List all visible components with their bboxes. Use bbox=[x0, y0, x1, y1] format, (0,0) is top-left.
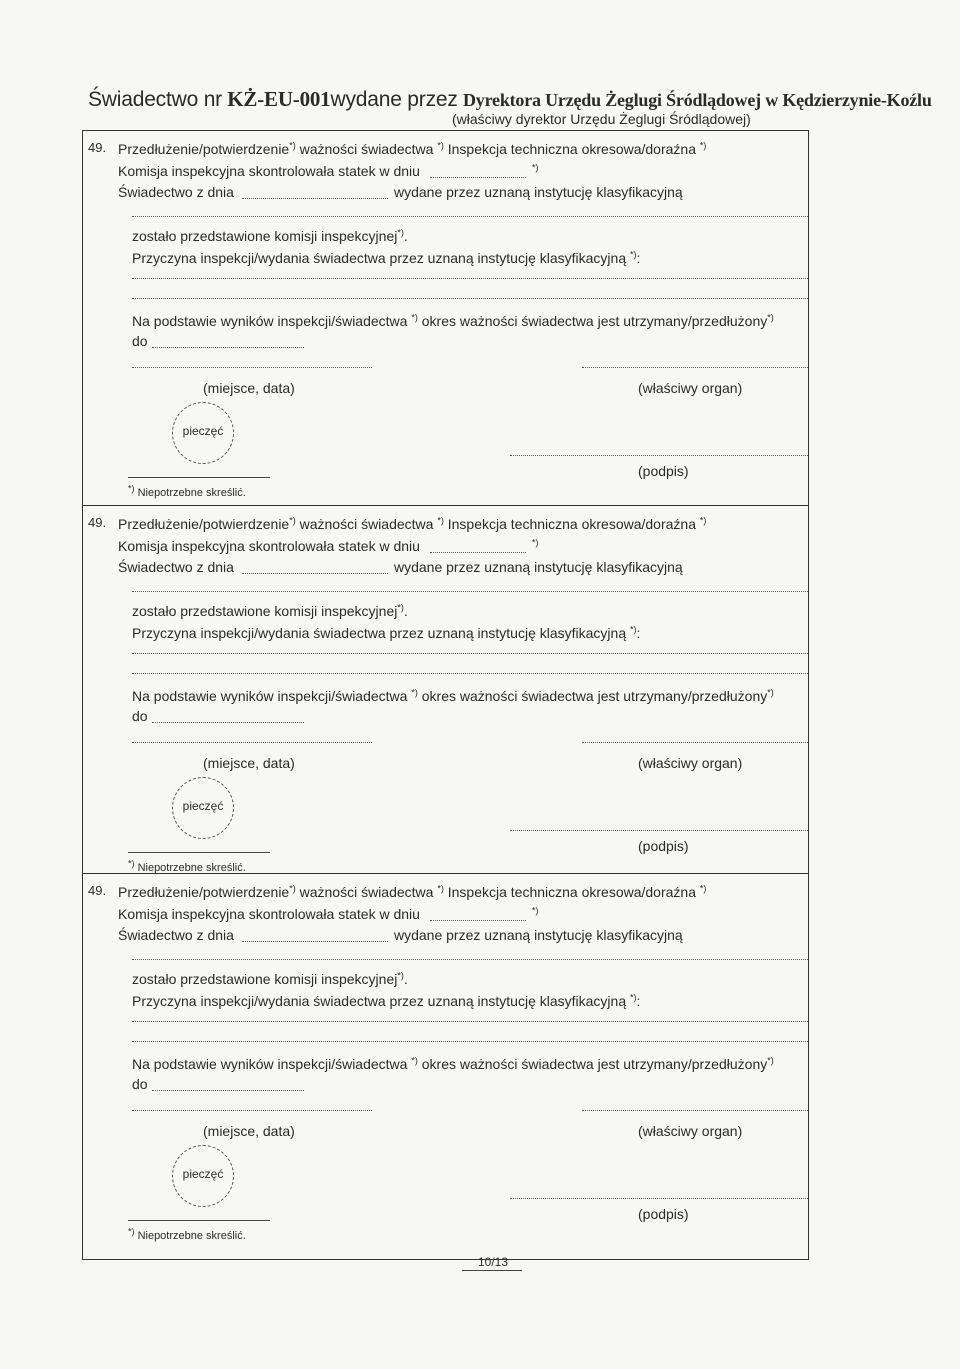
place-date-caption: (miejsce, data) bbox=[203, 755, 295, 771]
inspection-reason-label: Przyczyna inspekcji/wydania świadectwa przez uznaną instytucję klasyfikacyjną bbox=[132, 993, 627, 1009]
issuing-authority: Dyrektora Urzędu Żeglugi Śródlądowej w Kędzierzynie-Koźlu bbox=[462, 90, 932, 110]
authority-caption: (właściwy organ) bbox=[638, 755, 743, 771]
inspection-reason-field-2[interactable] bbox=[132, 298, 808, 299]
colon: : bbox=[636, 250, 641, 266]
until-label: do bbox=[132, 708, 148, 724]
signature-caption: (podpis) bbox=[638, 463, 689, 479]
footnote-text: Niepotrzebne skreślić. bbox=[137, 487, 246, 499]
colon: : bbox=[636, 993, 641, 1009]
renewal-section bbox=[82, 130, 809, 505]
certificate-date-label: Świadectwo z dnia bbox=[118, 559, 234, 575]
footnote-text: Niepotrzebne skreślić. bbox=[137, 862, 246, 874]
classification-society-label: wydane przez uznaną instytucję klasyfikacyjną bbox=[394, 927, 683, 943]
inspection-type-label: Inspekcja techniczna okresowa/doraźna bbox=[447, 884, 696, 900]
footnote-mark: *) bbox=[630, 249, 637, 260]
footnote-mark: *) bbox=[437, 515, 444, 526]
page-number-rule bbox=[462, 1270, 522, 1271]
presented-label: zostało przedstawione komisji inspekcyjnej bbox=[132, 603, 398, 619]
footnote-mark: *) bbox=[699, 883, 707, 894]
place-date-field[interactable] bbox=[132, 367, 372, 368]
validity-extension-label: okres ważności świadectwa jest utrzymany/przedłużony bbox=[421, 688, 768, 704]
inspection-date-field[interactable] bbox=[430, 552, 526, 553]
valid-until-field[interactable] bbox=[152, 722, 304, 723]
valid-until-field[interactable] bbox=[152, 1090, 304, 1091]
authority-caption: (właściwy organ) bbox=[638, 1123, 743, 1139]
certificate-date-line bbox=[118, 184, 234, 200]
period: . bbox=[403, 228, 408, 244]
renewal-line bbox=[118, 141, 706, 157]
signature-field[interactable] bbox=[510, 1198, 808, 1199]
inspection-date-line bbox=[118, 906, 420, 922]
footnote-mark: *) bbox=[767, 1055, 774, 1066]
footnote-mark: *) bbox=[532, 905, 539, 916]
page-number: 10/13 bbox=[478, 1255, 509, 1269]
footnote-mark: *) bbox=[699, 515, 707, 526]
inspection-reason-label: Przyczyna inspekcji/wydania świadectwa przez uznaną instytucję klasyfikacyjną bbox=[132, 250, 627, 266]
footnote-mark: *) bbox=[437, 883, 444, 894]
validity-label: ważności świadectwa bbox=[299, 516, 434, 532]
classification-society-field[interactable] bbox=[132, 959, 808, 960]
results-basis-label: Na podstawie wyników inspekcji/świadectwa bbox=[132, 1056, 408, 1072]
footnote-mark: *) bbox=[397, 227, 404, 238]
signature-field[interactable] bbox=[510, 455, 808, 456]
stamp-placeholder bbox=[172, 402, 234, 464]
footnote-mark: *) bbox=[630, 624, 637, 635]
presented-label: zostało przedstawione komisji inspekcyjnej bbox=[132, 971, 398, 987]
title-mid: wydane przez bbox=[330, 88, 458, 111]
footnote-mark: *) bbox=[532, 537, 539, 548]
inspection-reason-field-2[interactable] bbox=[132, 673, 808, 674]
renewal-section bbox=[82, 873, 809, 1260]
classification-society-field[interactable] bbox=[132, 591, 808, 592]
stamp-label: pieczęć bbox=[182, 424, 224, 438]
inspection-date-label: Komisja inspekcyjna skontrolowała statek w dniu bbox=[118, 906, 420, 922]
footnote-mark: *) bbox=[397, 970, 404, 981]
classification-society-field[interactable] bbox=[132, 216, 808, 217]
certificate-date-field[interactable] bbox=[242, 573, 388, 574]
until-label: do bbox=[132, 1076, 148, 1092]
section-number: 49. bbox=[88, 140, 107, 155]
renewal-label: Przedłużenie/potwierdzenie bbox=[118, 141, 290, 157]
authority-field[interactable] bbox=[582, 1110, 808, 1111]
section-number: 49. bbox=[88, 515, 107, 530]
footnote-rule bbox=[128, 1220, 270, 1221]
classification-society-label: wydane przez uznaną instytucję klasyfikacyjną bbox=[394, 184, 683, 200]
footnote-mark: *) bbox=[128, 858, 135, 869]
certificate-date-label: Świadectwo z dnia bbox=[118, 927, 234, 943]
inspection-reason-field[interactable] bbox=[132, 1021, 808, 1022]
footnote-mark: *) bbox=[397, 602, 404, 613]
footnote-rule bbox=[128, 477, 270, 478]
inspection-date-line bbox=[118, 538, 420, 554]
footnote-mark: *) bbox=[699, 140, 707, 151]
certificate-date-line bbox=[118, 927, 234, 943]
stamp-label: pieczęć bbox=[182, 799, 224, 813]
footnote-mark: *) bbox=[630, 992, 637, 1003]
footnote-mark: *) bbox=[289, 515, 296, 526]
signature-caption: (podpis) bbox=[638, 1206, 689, 1222]
validity-label: ważności świadectwa bbox=[299, 884, 434, 900]
inspection-date-field[interactable] bbox=[430, 920, 526, 921]
inspection-date-line bbox=[118, 163, 420, 179]
classification-society-label: wydane przez uznaną instytucję klasyfikacyjną bbox=[394, 559, 683, 575]
footnote-mark: *) bbox=[128, 1226, 135, 1237]
renewal-line bbox=[118, 884, 706, 900]
inspection-reason-field-2[interactable] bbox=[132, 1041, 808, 1042]
inspection-date-label: Komisja inspekcyjna skontrolowała statek w dniu bbox=[118, 163, 420, 179]
renewal-line bbox=[118, 516, 706, 532]
footnote-mark: *) bbox=[767, 312, 774, 323]
footnote-rule bbox=[128, 852, 270, 853]
validity-label: ważności świadectwa bbox=[299, 141, 434, 157]
footnote-mark: *) bbox=[767, 687, 774, 698]
stamp-placeholder bbox=[172, 1145, 234, 1207]
results-basis-label: Na podstawie wyników inspekcji/świadectwa bbox=[132, 313, 408, 329]
results-basis-label: Na podstawie wyników inspekcji/świadectwa bbox=[132, 688, 408, 704]
signature-field[interactable] bbox=[510, 830, 808, 831]
certificate-date-label: Świadectwo z dnia bbox=[118, 184, 234, 200]
stamp-label: pieczęć bbox=[182, 1167, 224, 1181]
authority-field[interactable] bbox=[582, 367, 808, 368]
place-date-field[interactable] bbox=[132, 1110, 372, 1111]
inspection-type-label: Inspekcja techniczna okresowa/doraźna bbox=[447, 516, 696, 532]
stamp-placeholder bbox=[172, 777, 234, 839]
certificate-number: KŻ-EU-001 bbox=[227, 87, 331, 111]
place-date-caption: (miejsce, data) bbox=[203, 380, 295, 396]
inspection-reason-field[interactable] bbox=[132, 653, 808, 654]
certificate-title bbox=[88, 86, 932, 112]
footnote-mark: *) bbox=[437, 140, 444, 151]
footnote-mark: *) bbox=[411, 687, 418, 698]
certificate-date-field[interactable] bbox=[242, 941, 388, 942]
certificate-date-field[interactable] bbox=[242, 198, 388, 199]
authority-subtitle: (właściwy dyrektor Urzędu Żeglugi Śródlądowej) bbox=[452, 111, 751, 127]
authority-field[interactable] bbox=[582, 742, 808, 743]
inspection-reason-label: Przyczyna inspekcji/wydania świadectwa przez uznaną instytucję klasyfikacyjną bbox=[132, 625, 627, 641]
inspection-date-label: Komisja inspekcyjna skontrolowała statek w dniu bbox=[118, 538, 420, 554]
footnote-mark: *) bbox=[411, 312, 418, 323]
colon: : bbox=[636, 625, 641, 641]
authority-caption: (właściwy organ) bbox=[638, 380, 743, 396]
section-number: 49. bbox=[88, 883, 107, 898]
valid-until-field[interactable] bbox=[152, 347, 304, 348]
validity-extension-label: okres ważności świadectwa jest utrzymany/przedłużony bbox=[421, 1056, 768, 1072]
inspection-reason-field[interactable] bbox=[132, 278, 808, 279]
signature-caption: (podpis) bbox=[638, 838, 689, 854]
title-prefix: Świadectwo nr bbox=[88, 88, 222, 111]
inspection-date-field[interactable] bbox=[430, 177, 526, 178]
until-label: do bbox=[132, 333, 148, 349]
footnote-mark: *) bbox=[128, 483, 135, 494]
footnote-mark: *) bbox=[532, 162, 539, 173]
validity-extension-label: okres ważności świadectwa jest utrzymany/przedłużony bbox=[421, 313, 768, 329]
footnote-mark: *) bbox=[411, 1055, 418, 1066]
footnote-mark: *) bbox=[289, 883, 296, 894]
renewal-section bbox=[82, 505, 809, 873]
renewal-label: Przedłużenie/potwierdzenie bbox=[118, 884, 290, 900]
period: . bbox=[403, 971, 408, 987]
place-date-caption: (miejsce, data) bbox=[203, 1123, 295, 1139]
footnote-text: Niepotrzebne skreślić. bbox=[137, 1230, 246, 1242]
footnote-mark: *) bbox=[289, 140, 296, 151]
inspection-type-label: Inspekcja techniczna okresowa/doraźna bbox=[447, 141, 696, 157]
place-date-field[interactable] bbox=[132, 742, 372, 743]
certificate-date-line bbox=[118, 559, 234, 575]
renewal-label: Przedłużenie/potwierdzenie bbox=[118, 516, 290, 532]
presented-label: zostało przedstawione komisji inspekcyjnej bbox=[132, 228, 398, 244]
period: . bbox=[403, 603, 408, 619]
